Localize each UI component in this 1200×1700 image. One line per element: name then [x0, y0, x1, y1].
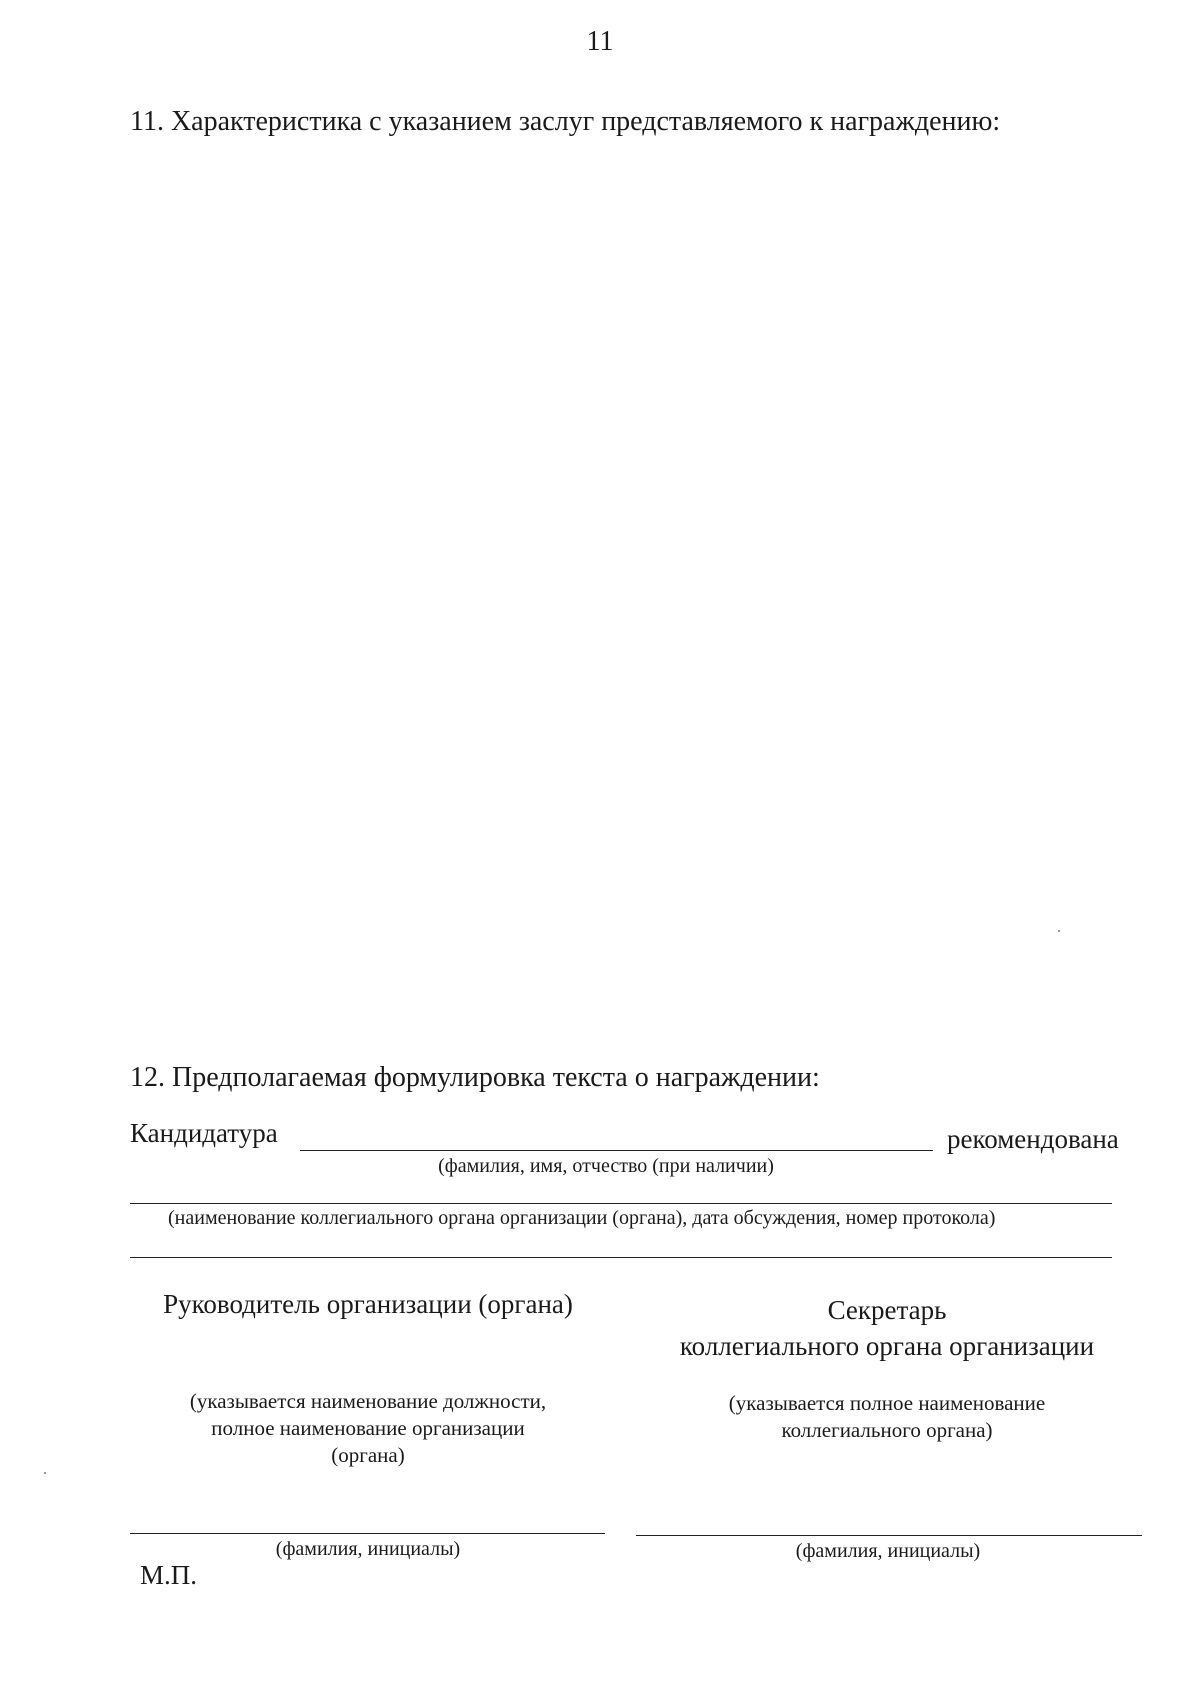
recommended-label: рекомендована	[947, 1124, 1119, 1154]
head-name-caption: (фамилия, инициалы)	[275, 1538, 461, 1560]
head-of-organization-title: Руководитель организации (органа)	[163, 1289, 573, 1319]
scan-speck	[44, 1472, 46, 1474]
head-note-line: (органа)	[331, 1443, 405, 1467]
secretary-title	[680, 1292, 1094, 1364]
secretary-note-line: (указывается полное наименование	[728, 1391, 1046, 1415]
extra-line-field[interactable]	[130, 1257, 1112, 1258]
secretary-signature-field[interactable]	[636, 1535, 1142, 1536]
section-11-blank-area[interactable]	[130, 160, 1070, 1040]
head-signature-field[interactable]	[130, 1533, 605, 1534]
fio-caption: (фамилия, имя, отчество (при наличии)	[438, 1155, 774, 1177]
head-position-note	[190, 1388, 546, 1469]
secretary-note-line: коллегиального органа)	[781, 1418, 993, 1442]
secretary-title-line: коллегиального органа организации	[679, 1331, 1095, 1361]
collegial-body-field[interactable]	[130, 1203, 1112, 1204]
page-number: 11	[586, 26, 614, 57]
collegial-body-caption: (наименование коллегиального органа организации (органа), дата обсуждения, номер протокола)	[168, 1207, 996, 1229]
secretary-body-note	[729, 1390, 1045, 1444]
section-12-heading: 12. Предполагаемая формулировка текста о награждении:	[130, 1062, 820, 1093]
stamp-place-label: М.П.	[140, 1560, 198, 1590]
candidate-name-field[interactable]	[300, 1150, 933, 1151]
secretary-name-caption: (фамилия, инициалы)	[795, 1540, 981, 1562]
candidate-label: Кандидатура	[130, 1118, 278, 1148]
section-11-heading: 11. Характеристика с указанием заслуг представляемого к награждению:	[130, 106, 1001, 137]
head-note-line: полное наименование организации	[211, 1416, 525, 1440]
scan-speck	[1058, 930, 1060, 932]
head-note-line: (указывается наименование должности,	[189, 1389, 547, 1413]
secretary-title-line: Секретарь	[827, 1295, 947, 1325]
